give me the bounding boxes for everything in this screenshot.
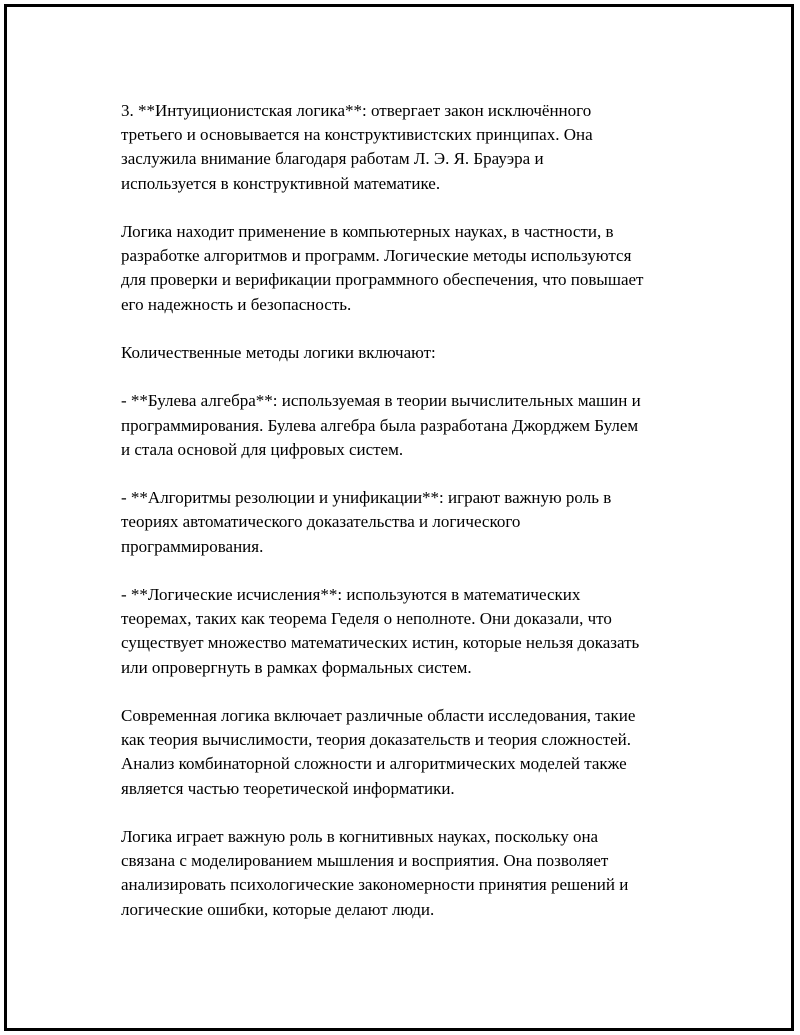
text-line: - **Алгоритмы резолюции и унификации**: играют важную роль в [121,488,612,508]
text-line: Логика играет важную роль в когнитивных науках, поскольку она [121,826,599,846]
text-line: связана с моделированием мышления и восприятия. Она позволяет [121,851,609,871]
list-item-boolean-algebra [121,389,711,462]
text-line: - **Логические исчисления**: используются в математических [121,584,581,604]
text-line: 3. **Интуиционистская логика**: отвергает закон исключённого [121,101,592,120]
paragraph-intuitionistic-logic [121,99,711,196]
text-line: третьего и основывается на конструктивистских принципах. Она [121,125,593,145]
text-line: Анализ комбинаторной сложности и алгоритмических моделей также [121,754,627,774]
text-line: для проверки и верификации программного обеспечения, что повышает [121,270,644,290]
text-line: является частью теоретической информатики. [121,778,455,798]
page-frame [4,4,794,1031]
text-line: используется в конструктивной математике. [121,173,441,193]
list-item-logical-calculi [121,583,711,680]
text-line: разработке алгоритмов и программ. Логические методы используются [121,246,632,266]
paragraph-cognitive-sciences [121,825,711,922]
paragraph-quantitative-methods-intro [121,341,711,365]
text-line: существует множество математических истин, которые нельзя доказать [121,633,640,653]
document-body [121,99,711,946]
text-line: Количественные методы логики включают: [121,343,436,362]
list-item-resolution-algorithms [121,486,711,559]
text-line: - **Булева алгебра**: используемая в теории вычислительных машин и [121,391,641,411]
text-line: как теория вычислимости, теория доказательств и теория сложностей. [121,730,632,750]
text-line: его надежность и безопасность. [121,294,352,314]
text-line: программирования. Булева алгебра была разработана Джорджем Булем [121,415,639,435]
text-line: теоремах, таких как теорема Геделя о неполноте. Они доказали, что [121,609,612,629]
text-line: Современная логика включает различные области исследования, такие [121,705,636,725]
text-line: программирования. [121,536,264,556]
text-line: теориях автоматического доказательства и логического [121,512,521,532]
text-line: и стала основой для цифровых систем. [121,439,404,459]
text-line: Логика находит применение в компьютерных науках, в частности, в [121,222,614,241]
paragraph-computer-science [121,220,711,317]
paragraph-modern-logic [121,704,711,801]
text-line: или опровергнуть в рамках формальных систем. [121,657,472,677]
text-line: заслужила внимание благодаря работам Л. Э. Я. Брауэра и [121,149,544,169]
text-line: анализировать психологические закономерности принятия решений и [121,875,629,895]
text-line: логические ошибки, которые делают люди. [121,899,435,919]
